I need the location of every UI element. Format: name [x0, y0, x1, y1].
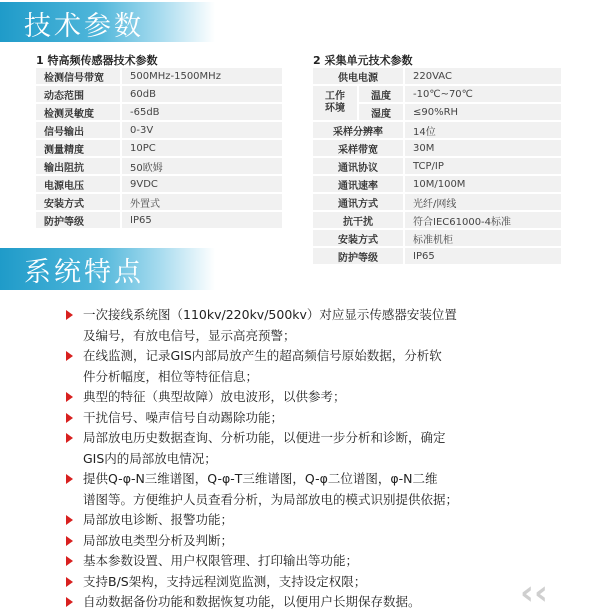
- bullet-triangle-icon: [66, 515, 73, 525]
- table-cell-value: 14位: [405, 122, 563, 138]
- bullet-triangle-icon: [66, 351, 73, 361]
- table-cell-key: 测量精度: [36, 140, 122, 156]
- table-cell-value: -65dB: [122, 104, 284, 120]
- feature-text-line: 及编号，有放电信号，显示高亮预警；: [83, 327, 296, 343]
- list-item: [60, 305, 580, 346]
- bullet-triangle-icon: [66, 556, 73, 566]
- list-item: [60, 531, 580, 552]
- table-row: [313, 248, 563, 264]
- table-cell-key: 采样带宽: [313, 140, 405, 156]
- table-cell-key: 动态范围: [36, 86, 122, 102]
- table-row: [313, 140, 563, 156]
- feature-text-line: 干扰信号、噪声信号自动踢除功能；: [83, 409, 284, 425]
- sensor-params-table: [36, 66, 284, 230]
- table-cell-key: 湿度: [359, 104, 405, 120]
- list-item: [60, 408, 580, 429]
- table-cell-value: 60dB: [122, 86, 284, 102]
- table-row: [313, 86, 563, 102]
- table-cell-value: 10M/100M: [405, 176, 563, 192]
- list-item: [60, 510, 580, 531]
- table2-title: 2 采集单元技术参数: [313, 54, 413, 67]
- list-item: [60, 572, 580, 593]
- table-row: [36, 86, 284, 102]
- feature-text-line: 局部放电诊断、报警功能；: [83, 512, 234, 527]
- table-cell-key: 检测信号带宽: [36, 68, 122, 84]
- list-item: [60, 346, 580, 387]
- table-cell-key: 安装方式: [36, 194, 122, 210]
- table-cell-value: IP65: [405, 248, 563, 264]
- feature-text-line: 基本参数设置、用户权限管理、打印输出等功能；: [83, 553, 359, 568]
- table-cell-key: 防护等级: [36, 212, 122, 228]
- feature-text-line: 支持B/S架构，支持远程浏览监测，支持设定权限；: [83, 573, 367, 589]
- bullet-triangle-icon: [66, 597, 73, 607]
- list-item: [60, 387, 580, 408]
- table-cell-key: 信号输出: [36, 122, 122, 138]
- list-item: [60, 469, 580, 510]
- bullet-triangle-icon: [66, 433, 73, 443]
- table-cell-value: 9VDC: [122, 176, 284, 192]
- table-cell-key: 采样分辨率: [313, 122, 405, 138]
- bullet-triangle-icon: [66, 392, 73, 402]
- table-cell-value: 220VAC: [405, 68, 563, 84]
- table-cell-value: -10℃~70℃: [405, 86, 563, 102]
- bullet-triangle-icon: [66, 310, 73, 320]
- bullet-triangle-icon: [66, 536, 73, 546]
- table-cell-value: 500MHz-1500MHz: [122, 68, 284, 84]
- table-row: [36, 158, 284, 174]
- table-row: [313, 68, 563, 84]
- features-banner: [0, 248, 215, 290]
- table-cell-key: 电源电压: [36, 176, 122, 192]
- bullet-triangle-icon: [66, 474, 73, 484]
- feature-text-line: 在线监测，记录GIS内部局放产生的超高频信号原始数据，分析软: [83, 348, 442, 363]
- table-cell-key: 安装方式: [313, 230, 405, 246]
- table-row: [36, 176, 284, 192]
- table-row: [313, 122, 563, 138]
- table-row: [36, 212, 284, 228]
- table-row: [36, 122, 284, 138]
- table-row: [36, 68, 284, 84]
- table-row: [36, 194, 284, 210]
- feature-text-line: GIS内的局部放电情况；: [83, 450, 217, 466]
- list-item: [60, 592, 580, 613]
- feature-text-line: 典型的特征（典型故障）放电波形，以供参考；: [83, 389, 346, 404]
- table-cell-value: 30M: [405, 140, 563, 156]
- table-row: [313, 212, 563, 228]
- table-cell-key: 通讯协议: [313, 158, 405, 174]
- table-cell-value: 外置式: [122, 194, 284, 210]
- features-heading: 系统特点: [24, 257, 144, 288]
- table-cell-value: 50欧姆: [122, 158, 284, 174]
- table-cell-value: TCP/IP: [405, 158, 563, 174]
- table-cell-key: 抗干扰: [313, 212, 405, 228]
- table-cell-key: 通讯速率: [313, 176, 405, 192]
- table-cell-key: 温度: [359, 86, 405, 102]
- list-item: [60, 551, 580, 572]
- table-row: [36, 104, 284, 120]
- bullet-triangle-icon: [66, 413, 73, 423]
- table-cell-key: 防护等级: [313, 248, 405, 264]
- list-item: [60, 428, 580, 469]
- feature-text-line: 谱图等。方便维护人员查看分析，为局部放电的模式识别提供依据；: [83, 491, 459, 507]
- table-row: [313, 158, 563, 174]
- feature-list: [60, 305, 580, 613]
- chevron-left-icon: ‹‹: [520, 573, 549, 613]
- feature-text-line: 局部放电历史数据查询、分析功能，以便进一步分析和诊断，确定: [83, 430, 446, 445]
- table-cell-value: 0-3V: [122, 122, 284, 138]
- feature-text-line: 件分析幅度，相位等特征信息；: [83, 368, 259, 384]
- feature-text-line: 局部放电类型分析及判断；: [83, 532, 234, 548]
- table-cell-key: 检测灵敏度: [36, 104, 122, 120]
- table-row: [313, 230, 563, 246]
- table-cell-key: 输出阻抗: [36, 158, 122, 174]
- feature-text-line: 一次接线系统图（110kv/220kv/500kv）对应显示传感器安装位置: [83, 307, 457, 322]
- bullet-triangle-icon: [66, 577, 73, 587]
- table-row: [36, 140, 284, 156]
- table-cell-value: 10PC: [122, 140, 284, 156]
- table-cell-key: 工作环境: [313, 86, 359, 120]
- table-cell-value: 标准机柜: [405, 230, 563, 246]
- table-cell-value: ≤90%RH: [405, 104, 563, 120]
- table-cell-value: IP65: [122, 212, 284, 228]
- feature-text-line: 自动数据备份功能和数据恢复功能，以便用户长期保存数据。: [83, 594, 421, 609]
- collector-params-table: [313, 66, 563, 266]
- table-cell-value: 光纤/网线: [405, 194, 563, 210]
- table-cell-key: 通讯方式: [313, 194, 405, 210]
- table-row: [313, 194, 563, 210]
- tech-params-heading: 技术参数: [24, 11, 144, 42]
- table-cell-value: 符合IEC61000-4标准: [405, 212, 563, 228]
- table1-title: 1 特高频传感器技术参数: [36, 54, 158, 67]
- table-cell-key: 供电电源: [313, 68, 405, 84]
- feature-text-line: 提供Q-φ-N三维谱图，Q-φ-T三维谱图，Q-φ二位谱图，φ-N二维: [83, 471, 438, 486]
- table-row: [313, 176, 563, 192]
- tech-params-banner: [0, 2, 215, 42]
